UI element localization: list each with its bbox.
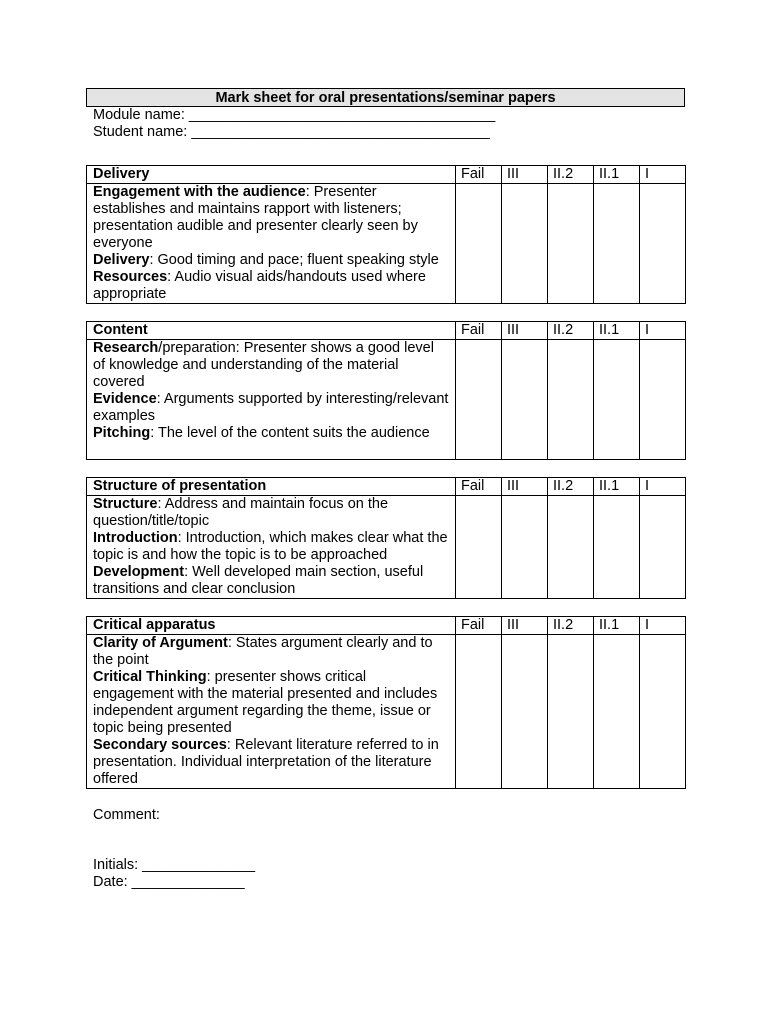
grade-mark-cell[interactable] — [456, 635, 502, 789]
criterion — [93, 737, 449, 788]
section-table — [86, 477, 686, 599]
grade-mark-cell[interactable] — [456, 496, 502, 599]
grade-header: II.1 — [594, 322, 640, 340]
grade-mark-cell[interactable] — [640, 635, 686, 789]
criterion — [93, 184, 449, 252]
grade-mark-cell[interactable] — [594, 184, 640, 304]
criterion-name: Structure — [93, 496, 158, 512]
grade-header: I — [640, 322, 686, 340]
grade-header: II.1 — [594, 478, 640, 496]
grade-mark-cell[interactable] — [502, 184, 548, 304]
criterion-name: Engagement with the audience — [93, 184, 306, 200]
criterion-name: Secondary sources — [93, 737, 227, 753]
grade-mark-cell[interactable] — [594, 635, 640, 789]
criterion-description: : Introduction, which makes clear what the topic is and how the topic is to be approached — [93, 530, 448, 563]
criterion — [93, 269, 449, 303]
criterion-description: : Relevant literature referred to in presentation. Individual interpretation of the literature offered — [93, 737, 439, 787]
grade-header: III — [502, 617, 548, 635]
grade-header: Fail — [456, 617, 502, 635]
sections-container — [86, 165, 685, 789]
criterion-description: : The level of the content suits the audience — [150, 425, 430, 441]
section-table — [86, 165, 686, 304]
criterion — [93, 635, 449, 669]
criterion-name: Research — [93, 340, 159, 356]
grade-mark-cell[interactable] — [640, 340, 686, 460]
grade-header: Fail — [456, 322, 502, 340]
grade-mark-cell[interactable] — [502, 496, 548, 599]
criteria-cell — [87, 635, 456, 789]
grade-header: I — [640, 478, 686, 496]
criterion-description: : Presenter establishes and maintains rapport with listeners; presentation audible and presenter clearly seen by everyone — [93, 184, 418, 251]
criterion — [93, 252, 449, 269]
grade-mark-cell[interactable] — [456, 340, 502, 460]
criterion — [93, 530, 449, 564]
grade-mark-cell[interactable] — [594, 340, 640, 460]
grade-header: II.2 — [548, 617, 594, 635]
section-heading: Structure of presentation — [87, 478, 456, 496]
criterion — [93, 669, 449, 737]
criterion — [93, 340, 449, 391]
grade-header: II.2 — [548, 478, 594, 496]
grade-header: II.2 — [548, 166, 594, 184]
grade-mark-cell[interactable] — [548, 635, 594, 789]
criterion-description: : Address and maintain focus on the question/title/topic — [93, 496, 389, 529]
grade-mark-cell[interactable] — [640, 496, 686, 599]
criterion-name: Pitching — [93, 425, 151, 441]
comment-label: Comment: — [93, 807, 160, 823]
section-heading: Content — [87, 322, 456, 340]
criterion-name: Evidence — [93, 391, 157, 407]
criterion — [93, 496, 449, 530]
grade-header: I — [640, 166, 686, 184]
grade-mark-cell[interactable] — [502, 340, 548, 460]
criteria-cell — [87, 340, 456, 460]
criterion — [93, 425, 449, 442]
criterion-description: /preparation: Presenter shows a good level of knowledge and understanding of the material covered — [93, 340, 434, 390]
grade-mark-cell[interactable] — [594, 496, 640, 599]
criterion-name: Introduction — [93, 530, 178, 546]
page-title: Mark sheet for oral presentations/seminar papers — [86, 88, 685, 107]
criterion-description: : Good timing and pace; fluent speaking style — [149, 252, 439, 268]
grade-mark-cell[interactable] — [548, 496, 594, 599]
mark-sheet — [86, 88, 685, 891]
criterion-name: Development — [93, 564, 185, 580]
criterion-description: : Well developed main section, useful transitions and clear conclusion — [93, 564, 424, 597]
criterion-description: : States argument clearly and to the point — [93, 635, 433, 668]
criterion — [93, 391, 449, 425]
section-table — [86, 321, 686, 460]
criterion-description: : Arguments supported by interesting/relevant examples — [93, 391, 449, 424]
grade-header: III — [502, 322, 548, 340]
section-table — [86, 616, 686, 789]
criteria-cell — [87, 496, 456, 599]
criterion-description: : presenter shows critical engagement with the material presented and includes independent argument regarding the theme, issue or topic being presented — [93, 669, 438, 736]
grade-mark-cell[interactable] — [548, 340, 594, 460]
criterion-name: Critical Thinking — [93, 669, 207, 685]
grade-header: I — [640, 617, 686, 635]
date-field[interactable]: Date: ______________ — [93, 874, 245, 890]
criterion-description: : Audio visual aids/handouts used where appropriate — [93, 269, 426, 302]
grade-header: Fail — [456, 478, 502, 496]
criteria-cell — [87, 184, 456, 304]
module-name-field[interactable]: Module name: ______________________________________ — [93, 107, 496, 123]
grade-header: II.2 — [548, 322, 594, 340]
grade-mark-cell[interactable] — [502, 635, 548, 789]
criterion-name: Resources — [93, 269, 168, 285]
grade-mark-cell[interactable] — [456, 184, 502, 304]
grade-mark-cell[interactable] — [640, 184, 686, 304]
grade-header: III — [502, 166, 548, 184]
criterion-name: Delivery — [93, 252, 150, 268]
criterion-name: Clarity of Argument — [93, 635, 228, 651]
criterion — [93, 564, 449, 598]
grade-header: Fail — [456, 166, 502, 184]
section-heading: Delivery — [87, 166, 456, 184]
grade-header: III — [502, 478, 548, 496]
initials-field[interactable]: Initials: ______________ — [93, 857, 256, 873]
student-name-field[interactable]: Student name: _____________________________________ — [93, 124, 490, 140]
grade-header: II.1 — [594, 617, 640, 635]
grade-header: II.1 — [594, 166, 640, 184]
grade-mark-cell[interactable] — [548, 184, 594, 304]
section-heading: Critical apparatus — [87, 617, 456, 635]
